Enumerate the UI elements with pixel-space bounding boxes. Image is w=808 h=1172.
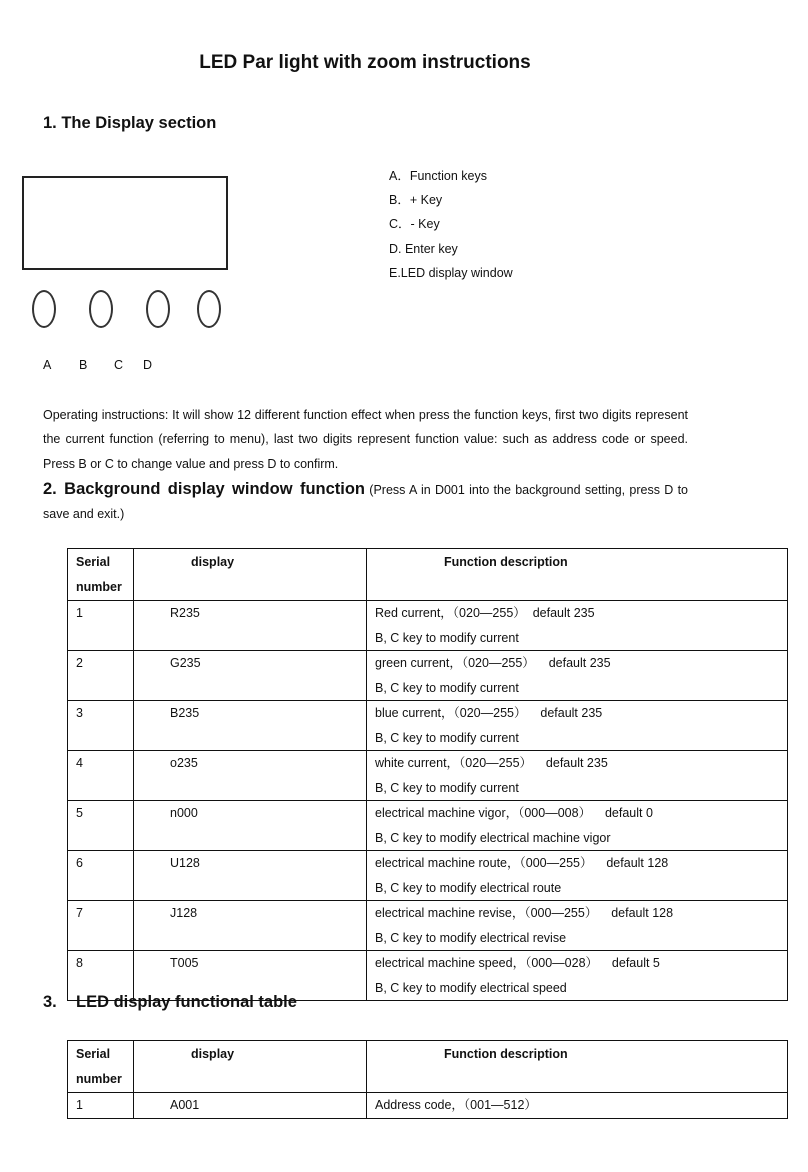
col-serial-header bbox=[68, 1041, 134, 1093]
led-display-window-diagram bbox=[22, 176, 228, 270]
serial-header-line2: number bbox=[76, 579, 122, 594]
serial-cell: 1 bbox=[68, 601, 134, 651]
key-label-d: D bbox=[143, 358, 153, 372]
background-function-table bbox=[67, 548, 788, 1001]
col-display-header: display bbox=[134, 1041, 367, 1093]
description-line: B, C key to modify current bbox=[375, 730, 519, 745]
key-label-b: B bbox=[79, 358, 88, 372]
col-description-header: Function description bbox=[367, 1041, 788, 1093]
col-serial-header bbox=[68, 549, 134, 601]
table-row bbox=[68, 801, 788, 851]
legend-item: B．+ Key bbox=[389, 193, 443, 208]
operating-instructions: Operating instructions: It will show 12 different function effect when press the function keys, first two digits represent the current function (referring to menu), last two digits represent function value: such as address code or speed. Press B or C to change value and press D to confirm. bbox=[43, 408, 688, 471]
table-row bbox=[68, 751, 788, 801]
section3-number: 3. bbox=[43, 993, 57, 1011]
display-cell: B235 bbox=[134, 701, 367, 751]
plus-key-knob bbox=[89, 290, 113, 328]
description-line: electrical machine revise，（000—255） default 128 bbox=[375, 906, 674, 920]
display-cell: J128 bbox=[134, 901, 367, 951]
enter-key-knob bbox=[197, 290, 221, 328]
display-cell: T005 bbox=[134, 951, 367, 1001]
table-row bbox=[68, 601, 788, 651]
display-cell: A001 bbox=[134, 1093, 367, 1119]
description-cell bbox=[367, 801, 788, 851]
serial-cell: 5 bbox=[68, 801, 134, 851]
description-cell bbox=[367, 751, 788, 801]
display-cell: o235 bbox=[134, 751, 367, 801]
description-line: B, C key to modify current bbox=[375, 630, 519, 645]
description-line: blue current，（020—255） default 235 bbox=[375, 706, 603, 720]
table-row bbox=[68, 701, 788, 751]
legend-item: E.LED display window bbox=[389, 265, 513, 280]
section1-heading: 1. The Display section bbox=[43, 114, 217, 132]
serial-cell: 6 bbox=[68, 851, 134, 901]
description-cell bbox=[367, 851, 788, 901]
description-line: B, C key to modify electrical speed bbox=[375, 980, 567, 995]
table-header-row bbox=[68, 549, 788, 601]
led-functional-table bbox=[67, 1040, 788, 1119]
description-line: Red current，（020—255） default 235 bbox=[375, 606, 595, 620]
description-cell bbox=[367, 601, 788, 651]
serial-cell: 7 bbox=[68, 901, 134, 951]
description-line: B, C key to modify electrical route bbox=[375, 880, 562, 895]
key-label-a: A bbox=[43, 358, 52, 372]
legend-item: C．- Key bbox=[389, 217, 440, 232]
section3-title: LED display functional table bbox=[76, 993, 297, 1011]
description-cell: Address code，（001—512） bbox=[367, 1093, 788, 1119]
minus-key-knob bbox=[146, 290, 170, 328]
key-label-c: C bbox=[114, 358, 124, 372]
col-description-header: Function description bbox=[367, 549, 788, 601]
serial-cell: 1 bbox=[68, 1093, 134, 1119]
display-cell: R235 bbox=[134, 601, 367, 651]
description-line: B, C key to modify electrical machine vigor bbox=[375, 830, 611, 845]
section2-heading bbox=[43, 477, 688, 526]
description-cell bbox=[367, 901, 788, 951]
col-display-header: display bbox=[134, 549, 367, 601]
serial-header-line1: Serial bbox=[76, 1047, 111, 1061]
description-line: electrical machine route，（000—255） default 128 bbox=[375, 856, 669, 870]
section2-note: (Press A in D001 into the background setting, press D to save and exit.) bbox=[43, 483, 688, 521]
description-line: B, C key to modify current bbox=[375, 780, 519, 795]
serial-cell: 2 bbox=[68, 651, 134, 701]
key-legend bbox=[389, 164, 513, 285]
serial-header-line2: number bbox=[76, 1071, 122, 1086]
section2-title: 2. Background display window function bbox=[43, 480, 366, 498]
table-row bbox=[68, 651, 788, 701]
table-header-row bbox=[68, 1041, 788, 1093]
description-line: electrical machine vigor，（000—008） default 0 bbox=[375, 806, 653, 820]
display-cell: n000 bbox=[134, 801, 367, 851]
legend-item: A．Function keys bbox=[389, 169, 487, 183]
display-cell: U128 bbox=[134, 851, 367, 901]
table-row bbox=[68, 901, 788, 951]
description-line: green current，（020—255） default 235 bbox=[375, 656, 611, 670]
legend-item: D. Enter key bbox=[389, 241, 458, 256]
serial-cell: 4 bbox=[68, 751, 134, 801]
description-line: B, C key to modify electrical revise bbox=[375, 930, 567, 945]
function-key-knob bbox=[32, 290, 56, 328]
display-cell: G235 bbox=[134, 651, 367, 701]
section3-heading bbox=[43, 993, 297, 1012]
document-title: LED Par light with zoom instructions bbox=[199, 52, 531, 73]
serial-cell: 8 bbox=[68, 951, 134, 1001]
description-line: electrical machine speed，（000—028） default 5 bbox=[375, 956, 660, 970]
description-line: B, C key to modify current bbox=[375, 680, 519, 695]
serial-header-line1: Serial bbox=[76, 555, 111, 569]
table-row bbox=[68, 851, 788, 901]
description-cell bbox=[367, 701, 788, 751]
description-cell bbox=[367, 651, 788, 701]
serial-cell: 3 bbox=[68, 701, 134, 751]
table-row bbox=[68, 1093, 788, 1119]
description-cell bbox=[367, 951, 788, 1001]
description-line: white current，（020—255） default 235 bbox=[375, 756, 608, 770]
